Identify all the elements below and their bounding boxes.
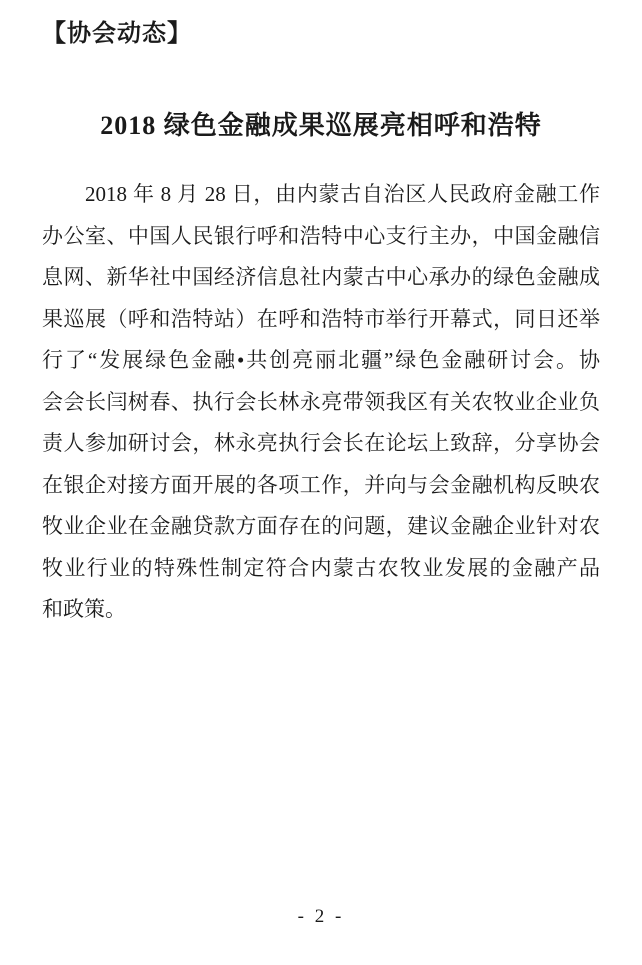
section-header: 【协会动态】 bbox=[42, 20, 192, 47]
article-body bbox=[42, 174, 600, 631]
body-line: 牧业企业在金融贷款方面存在的问题，建议金融企业针对农 bbox=[42, 514, 600, 538]
body-line: 果巡展（呼和浩特站）在呼和浩特市举行开幕式，同日还举 bbox=[42, 306, 600, 331]
article-title: 2018 绿色金融成果巡展亮相呼和浩特 bbox=[100, 111, 542, 141]
body-line: 责人参加研讨会，林永亮执行会长在论坛上致辞，分享协会 bbox=[42, 431, 600, 455]
body-line: 牧业行业的特殊性制定符合内蒙古农牧业发展的金融产品 bbox=[42, 555, 600, 580]
body-line: 和政策。 bbox=[42, 597, 126, 621]
body-line: 行了“发展绿色金融•共创亮丽北疆”绿色金融研讨会。协 bbox=[42, 348, 600, 372]
body-line: 会会长闫树春、执行会长林永亮带领我区有关农牧业企业负 bbox=[42, 389, 600, 414]
body-line: 在银企对接方面开展的各项工作，并向与会金融机构反映农 bbox=[42, 472, 600, 497]
body-line: 息网、新华社中国经济信息社内蒙古中心承办的绿色金融成 bbox=[42, 265, 600, 289]
body-line: 办公室、中国人民银行呼和浩特中心支行主办，中国金融信 bbox=[42, 223, 600, 248]
page-number: - 2 - bbox=[297, 906, 345, 927]
body-line: 2018 年 8 月 28 日，由内蒙古自治区人民政府金融工作 bbox=[85, 182, 600, 206]
